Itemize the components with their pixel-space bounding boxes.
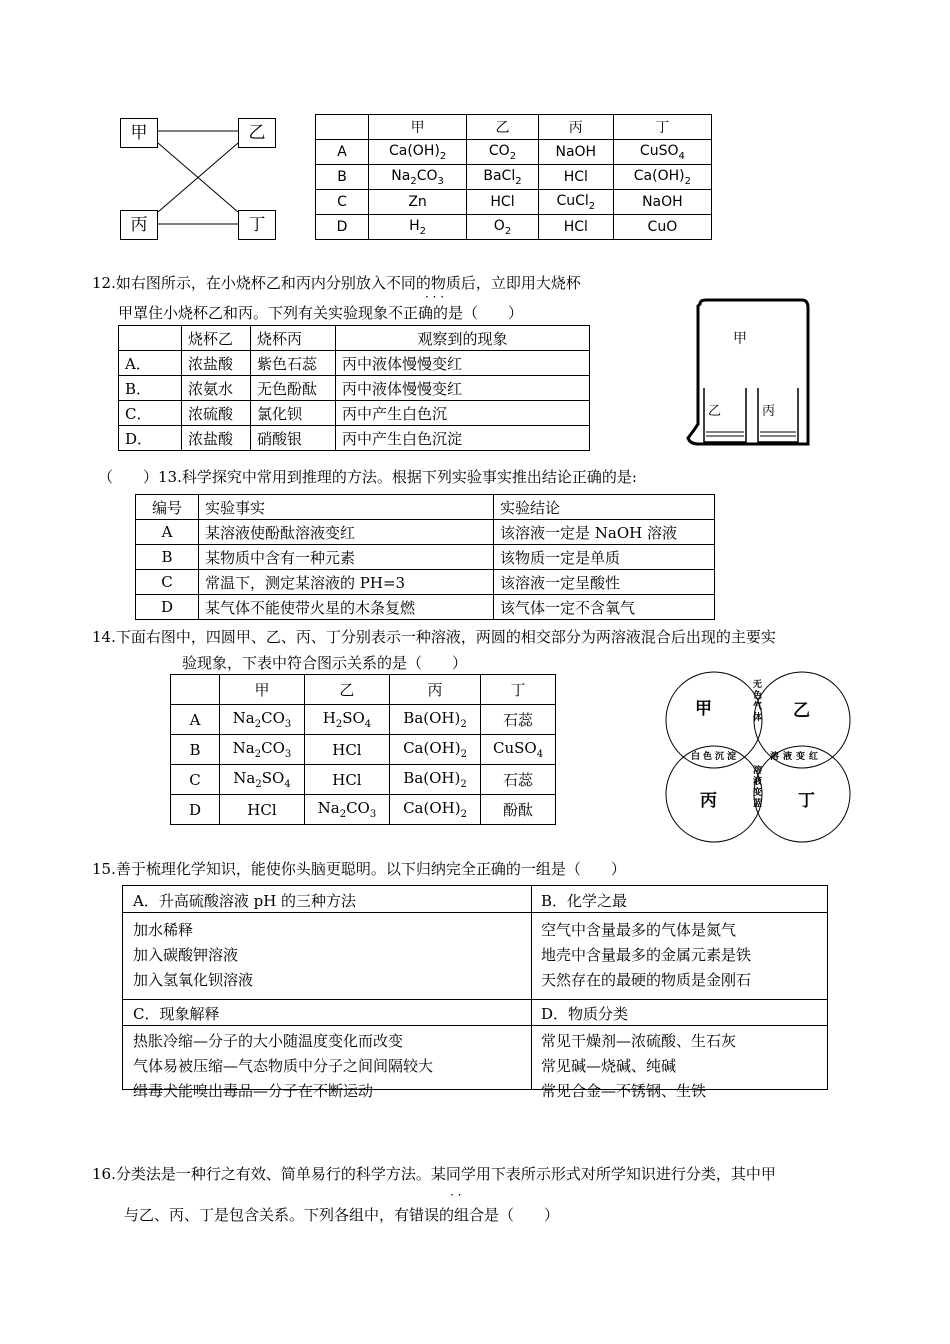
q13-header-cell: 实验事实	[199, 495, 494, 520]
q13-cell: 该气体一定不含氧气	[494, 595, 715, 620]
q14-header-cell	[171, 675, 220, 705]
q15-b-items	[541, 918, 751, 993]
table-row	[316, 190, 712, 215]
q14-cell: 酚酞	[481, 795, 556, 825]
q14-cell: A	[171, 705, 220, 735]
q13-table	[135, 494, 715, 620]
q12-cell: 浓盐酸	[182, 351, 251, 376]
q12-stem-line1: 12.如右图所示，在小烧杯乙和丙内分别放入不同的物质后，立即用大烧杯	[92, 274, 581, 292]
table-row	[316, 140, 712, 165]
q11-cell: CuO	[613, 215, 711, 240]
q11-header-cell: 甲	[369, 115, 467, 140]
q14-cell: $Na_2CO_3$	[220, 735, 305, 765]
q13-cell: C	[136, 570, 199, 595]
q12-cell: 丙中液体慢慢变红	[336, 351, 590, 376]
q14-cell: $Ca(OH)_2$	[389, 795, 480, 825]
q16-stem-line1: 16.分类法是一种行之有效、简单易行的科学方法。某同学用下表所示形式对所学知识进行分类，其中甲	[92, 1165, 776, 1183]
q14-cell: HCl	[304, 765, 389, 795]
q11-cell: D	[316, 215, 369, 240]
q11-cell: Zn	[369, 190, 467, 215]
table-row	[119, 376, 590, 401]
list-item: 地壳中含量最多的金属元素是铁	[541, 946, 752, 964]
q14-cell: HCl	[304, 735, 389, 765]
list-item: 加入碳酸钾溶液	[133, 946, 239, 964]
q13-header-cell: 编号	[136, 495, 199, 520]
q11-box-jia: 甲	[120, 118, 158, 148]
q14-cell: B	[171, 735, 220, 765]
small-beaker-left-label: 乙	[708, 404, 722, 419]
q14-cell: $Na_2CO_3$	[220, 705, 305, 735]
beaker-drawing	[680, 298, 820, 450]
q14-header-cell: 乙	[304, 675, 389, 705]
overlap-label-bd: 溶液变红	[770, 752, 823, 762]
table-row	[316, 215, 712, 240]
q12-cell: 氯化钡	[251, 401, 336, 426]
q14-cell: $Ba(OH)_2$	[389, 765, 480, 795]
q15-d-title: D．物质分类	[541, 1005, 629, 1023]
table-row	[119, 351, 590, 376]
q14-cell: $Na_2SO_4$	[220, 765, 305, 795]
q12-cell: C．	[119, 401, 182, 426]
q11-cell: CuCl$_2$	[538, 190, 613, 215]
q13-cell: 该溶液一定呈酸性	[494, 570, 715, 595]
table-row	[171, 705, 556, 735]
list-item: 天然存在的最硬的物质是金刚石	[541, 971, 752, 989]
q13-cell: 常温下，测定某溶液的 PH=3	[199, 570, 494, 595]
q12-stem-line2: 甲罩住小烧杯乙和丙。下列有关实验现象不正确的是（ ）	[118, 304, 524, 322]
q15-a-items	[133, 918, 253, 993]
q14-header-cell: 甲	[220, 675, 305, 705]
list-item: 常见干燥剂—浓硫酸、生石灰	[541, 1032, 737, 1050]
overlap-label-ab: 无色气体	[753, 680, 763, 723]
q13-stem: （ ）13.科学探究中常用到推理的方法。根据下列实验事实推出结论正确的是:	[98, 468, 637, 486]
emphasis-dots: · ·	[450, 1188, 462, 1202]
q14-cell: 石蕊	[481, 705, 556, 735]
q12-header-cell	[119, 326, 182, 351]
q12-header-cell: 观察到的现象	[336, 326, 590, 351]
q13-cell: 某物质中含有一种元素	[199, 545, 494, 570]
q14-table	[170, 674, 556, 825]
list-item: 加水稀释	[133, 921, 194, 939]
q12-cell: 丙中产生白色沉淀	[336, 426, 590, 451]
q13-cell: 该溶液一定是 NaOH 溶液	[494, 520, 715, 545]
q14-stem-line2: 验现象，下表中符合图示关系的是（ ）	[182, 654, 468, 672]
table-row	[316, 165, 712, 190]
q14-cell: $Ba(OH)_2$	[389, 705, 480, 735]
list-item: 常见合金—不锈钢、生铁	[541, 1082, 707, 1100]
table-row	[119, 401, 590, 426]
q13-cell: 该物质一定是单质	[494, 545, 715, 570]
table-row	[136, 545, 715, 570]
q11-cell: $Na_2CO_3$	[369, 165, 467, 190]
q14-cell: $Na_2CO_3$	[304, 795, 389, 825]
q12-cell: 无色酚酞	[251, 376, 336, 401]
q14-cell: D	[171, 795, 220, 825]
q12-cell: B．	[119, 376, 182, 401]
q11-header-cell: 丁	[613, 115, 711, 140]
q11-box-bing: 丙	[120, 210, 158, 240]
q14-cell: 石蕊	[481, 765, 556, 795]
q11-box-yi: 乙	[238, 118, 276, 148]
q13-header-cell: 实验结论	[494, 495, 715, 520]
q12-cell: 浓硫酸	[182, 401, 251, 426]
q13-cell: D	[136, 595, 199, 620]
list-item: 加入氢氧化钡溶液	[133, 971, 254, 989]
q12-cell: 丙中产生白色沉	[336, 401, 590, 426]
q12-header-cell: 烧杯乙	[182, 326, 251, 351]
q12-cell: 硝酸银	[251, 426, 336, 451]
list-item: 缉毒犬能嗅出毒品—分子在不断运动	[133, 1082, 374, 1100]
q15-stem: 15.善于梳理化学知识，能使你头脑更聪明。以下归纳完全正确的一组是（ ）	[92, 860, 626, 878]
table-row	[136, 595, 715, 620]
q15-table	[122, 885, 828, 1100]
q14-cell: $Ca(OH)_2$	[389, 735, 480, 765]
circle-label-ding: 丁	[798, 791, 815, 811]
q11-cell: $O_2$	[467, 215, 539, 240]
q14-stem-line1: 14.下面右图中，四圆甲、乙、丙、丁分别表示一种溶液，两圆的相交部分为两溶液混合后出现的主要实	[92, 628, 776, 646]
table-row	[171, 765, 556, 795]
q12-cell: 丙中液体慢慢变红	[336, 376, 590, 401]
overlap-label-cd: 溶液变蓝	[753, 766, 763, 809]
table-row	[119, 426, 590, 451]
q12-cell: 紫色石蕊	[251, 351, 336, 376]
q11-header-cell	[316, 115, 369, 140]
q12-cell: 浓盐酸	[182, 426, 251, 451]
q15-a-title: A．升高硫酸溶液 pH 的三种方法	[133, 892, 357, 910]
list-item: 气体易被压缩—气态物质中分子之间间隔较大	[133, 1057, 434, 1075]
list-item: 热胀冷缩—分子的大小随温度变化而改变	[133, 1032, 404, 1050]
q15-d-items	[541, 1029, 736, 1104]
overlap-label-ac: 白色沉淀	[691, 752, 740, 762]
q11-cell: A	[316, 140, 369, 165]
q14-cell: HCl	[220, 795, 305, 825]
q15-divider	[123, 999, 827, 1000]
table-row	[171, 795, 556, 825]
q14-cell: CuSO$_4$	[481, 735, 556, 765]
list-item: 常见碱—烧碱、纯碱	[541, 1057, 677, 1075]
q11-cell: HCl	[538, 165, 613, 190]
q11-cell: $Ca(OH)_2$	[613, 165, 711, 190]
circle-label-yi: 乙	[793, 701, 810, 721]
q14-header-cell: 丙	[389, 675, 480, 705]
q15-divider	[123, 912, 827, 913]
q12-cell: A．	[119, 351, 182, 376]
emphasis-dots: · · ·	[425, 290, 445, 304]
table-row	[171, 735, 556, 765]
q12-cell: D．	[119, 426, 182, 451]
table-row	[136, 570, 715, 595]
q11-cell: CuSO$_4$	[613, 140, 711, 165]
q15-c-items	[133, 1029, 433, 1104]
q14-cell: $H_2SO_4$	[304, 705, 389, 735]
q15-b-title: B．化学之最	[541, 892, 628, 910]
big-beaker-label: 甲	[733, 331, 747, 347]
q11-cell: $CO_2$	[467, 140, 539, 165]
q11-cell: NaOH	[538, 140, 613, 165]
q11-cell: BaCl$_2$	[467, 165, 539, 190]
small-beaker-right-label: 丙	[762, 404, 776, 419]
q13-cell: 某溶液使酚酞溶液变红	[199, 520, 494, 545]
q12-header-cell: 烧杯丙	[251, 326, 336, 351]
q15-vertical-divider	[531, 886, 532, 1089]
q11-cell: $H_2$	[369, 215, 467, 240]
q13-cell: A	[136, 520, 199, 545]
q14-header-cell: 丁	[481, 675, 556, 705]
q11-cell: B	[316, 165, 369, 190]
q11-cell: NaOH	[613, 190, 711, 215]
q15-c-title: C．现象解释	[133, 1005, 220, 1023]
circle-label-jia: 甲	[695, 699, 712, 719]
circle-label-bing: 丙	[700, 791, 717, 811]
q13-cell: 某气体不能使带火星的木条复燃	[199, 595, 494, 620]
q12-cell: 浓氨水	[182, 376, 251, 401]
q11-cell: HCl	[538, 215, 613, 240]
q11-cell: C	[316, 190, 369, 215]
table-row	[136, 520, 715, 545]
q14-cell: C	[171, 765, 220, 795]
q15-divider	[123, 1025, 827, 1026]
q11-cell: $Ca(OH)_2$	[369, 140, 467, 165]
q11-box-ding: 丁	[238, 210, 276, 240]
q13-cell: B	[136, 545, 199, 570]
q12-table	[118, 325, 590, 451]
q16-stem-line2: 与乙、丙、丁是包含关系。下列各组中，有错误的组合是（ ）	[124, 1206, 560, 1224]
list-item: 空气中含量最多的气体是氮气	[541, 921, 737, 939]
q11-table	[315, 114, 712, 240]
q11-header-cell: 乙	[467, 115, 539, 140]
q11-cell: HCl	[467, 190, 539, 215]
q11-header-cell: 丙	[538, 115, 613, 140]
